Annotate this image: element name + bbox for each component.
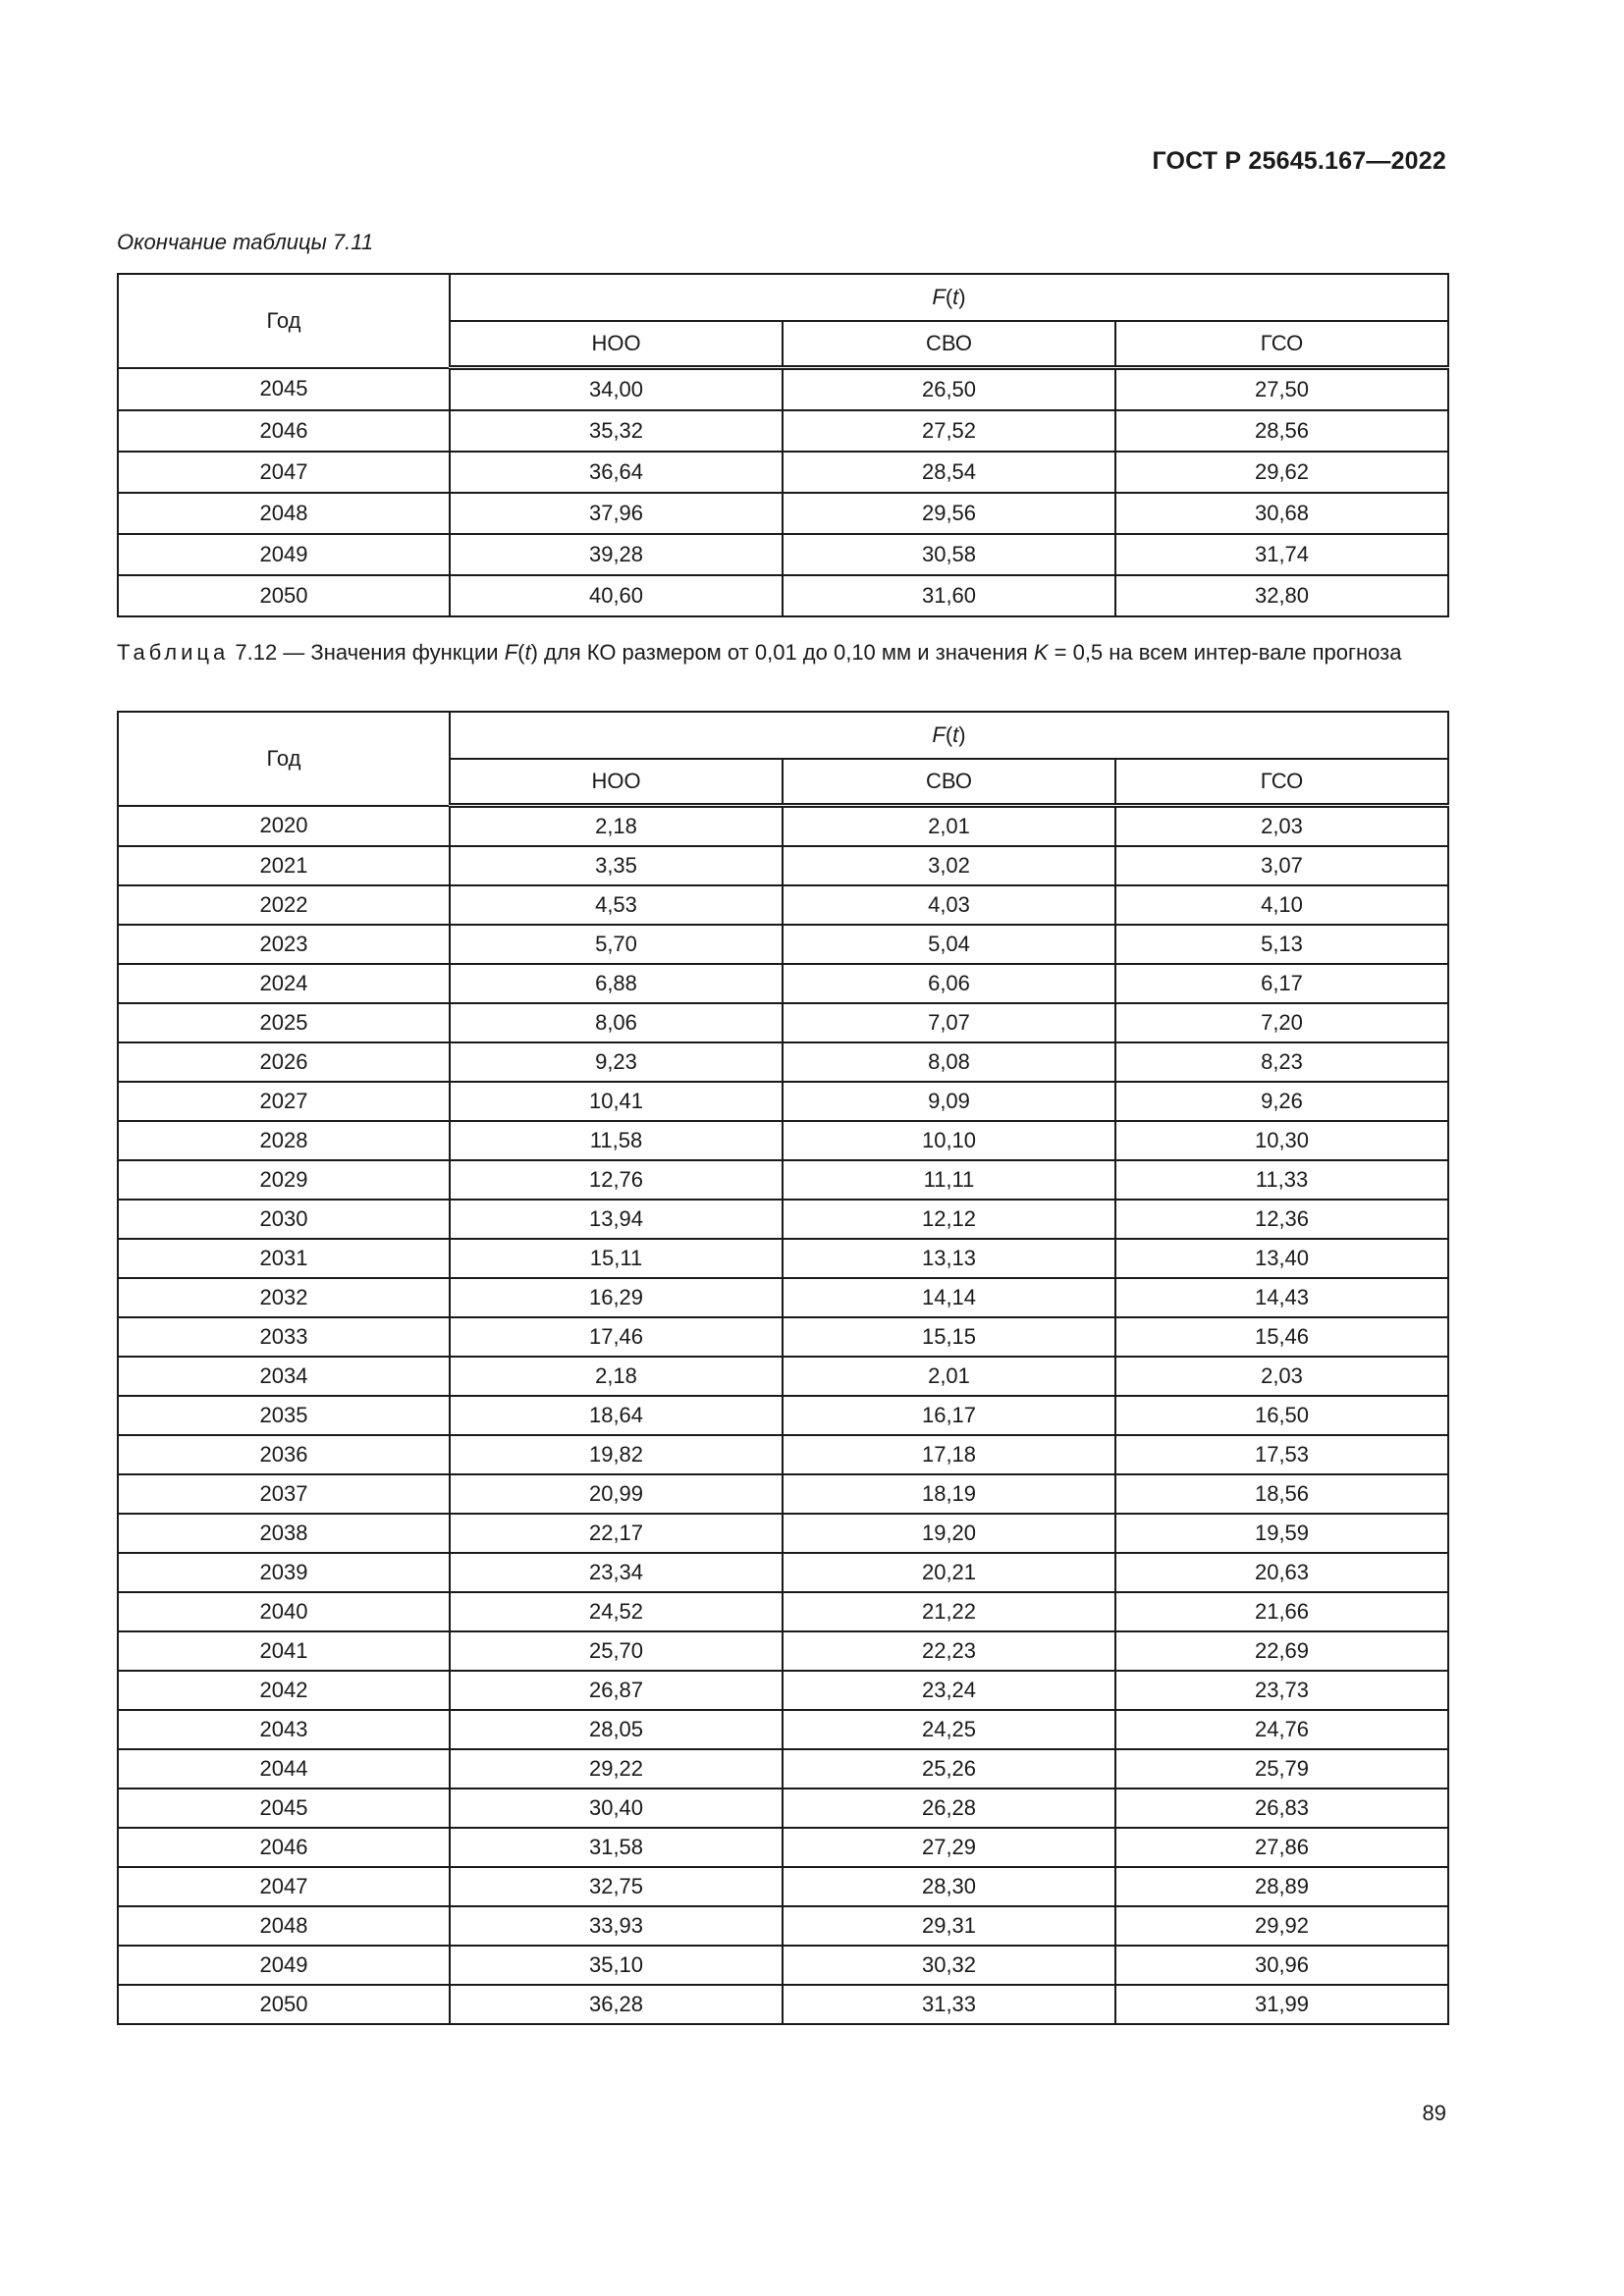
table-row (118, 1042, 1448, 1082)
cell-svo: 28,30 (783, 1867, 1115, 1906)
cell-gso: 27,86 (1115, 1828, 1448, 1867)
cell-gso: 17,53 (1115, 1435, 1448, 1474)
cell-noo: 37,96 (450, 493, 783, 534)
cell-noo: 17,46 (450, 1317, 783, 1357)
cell-year: 2041 (118, 1631, 450, 1671)
document-code: ГОСТ Р 25645.167—2022 (1152, 147, 1446, 175)
cell-year: 2048 (118, 1906, 450, 1946)
column-header-svo: СВО (783, 759, 1115, 806)
cell-year: 2034 (118, 1357, 450, 1396)
cell-gso: 30,96 (1115, 1946, 1448, 1985)
caption-k-symbol: K (1033, 640, 1049, 665)
cell-gso: 31,74 (1115, 534, 1448, 575)
cell-year: 2048 (118, 493, 450, 534)
function-symbol: F (932, 722, 946, 747)
cell-noo: 15,11 (450, 1239, 783, 1278)
cell-year: 2036 (118, 1435, 450, 1474)
table-row (118, 1671, 1448, 1710)
column-group-header: F(t) (450, 274, 1448, 321)
cell-gso: 19,59 (1115, 1514, 1448, 1553)
cell-svo: 26,28 (783, 1789, 1115, 1828)
cell-noo: 11,58 (450, 1121, 783, 1160)
column-header-gso: ГСО (1115, 321, 1448, 368)
table-row (118, 1553, 1448, 1592)
cell-noo: 19,82 (450, 1435, 783, 1474)
cell-noo: 13,94 (450, 1200, 783, 1239)
cell-gso: 31,99 (1115, 1985, 1448, 2024)
caption-text: ) для КО размером от 0,01 до 0,10 мм и значения (530, 640, 1034, 665)
cell-gso: 15,46 (1115, 1317, 1448, 1357)
cell-gso: 8,23 (1115, 1042, 1448, 1082)
cell-year: 2024 (118, 964, 450, 1003)
cell-svo: 4,03 (783, 885, 1115, 925)
cell-year: 2022 (118, 885, 450, 925)
page-number: 89 (1422, 2101, 1446, 2125)
cell-year: 2040 (118, 1592, 450, 1631)
cell-gso: 9,26 (1115, 1082, 1448, 1121)
cell-noo: 6,88 (450, 964, 783, 1003)
cell-svo: 8,08 (783, 1042, 1115, 1082)
cell-year: 2035 (118, 1396, 450, 1435)
cell-svo: 15,15 (783, 1317, 1115, 1357)
cell-gso: 24,76 (1115, 1710, 1448, 1749)
cell-noo: 2,18 (450, 806, 783, 847)
cell-svo: 10,10 (783, 1121, 1115, 1160)
table-row (118, 452, 1448, 493)
cell-gso: 27,50 (1115, 368, 1448, 411)
cell-svo: 20,21 (783, 1553, 1115, 1592)
cell-year: 2050 (118, 575, 450, 616)
cell-noo: 24,52 (450, 1592, 783, 1631)
cell-svo: 16,17 (783, 1396, 1115, 1435)
cell-svo: 29,56 (783, 493, 1115, 534)
cell-svo: 2,01 (783, 1357, 1115, 1396)
cell-noo: 18,64 (450, 1396, 783, 1435)
table-row (118, 1357, 1448, 1396)
cell-svo: 5,04 (783, 925, 1115, 964)
cell-svo: 31,60 (783, 575, 1115, 616)
table-7-11-end (117, 273, 1449, 617)
cell-year: 2029 (118, 1160, 450, 1200)
caption-function-symbol: F (504, 640, 518, 665)
table-row (118, 1003, 1448, 1042)
cell-noo: 22,17 (450, 1514, 783, 1553)
cell-gso: 16,50 (1115, 1396, 1448, 1435)
cell-year: 2044 (118, 1749, 450, 1789)
cell-noo: 36,28 (450, 1985, 783, 2024)
cell-year: 2042 (118, 1671, 450, 1710)
column-header-noo: НОО (450, 321, 783, 368)
cell-noo: 4,53 (450, 885, 783, 925)
cell-gso: 25,79 (1115, 1749, 1448, 1789)
cell-noo: 35,10 (450, 1946, 783, 1985)
cell-svo: 9,09 (783, 1082, 1115, 1121)
cell-year: 2047 (118, 1867, 450, 1906)
cell-year: 2033 (118, 1317, 450, 1357)
cell-svo: 23,24 (783, 1671, 1115, 1710)
table-row (118, 1121, 1448, 1160)
cell-gso: 7,20 (1115, 1003, 1448, 1042)
cell-noo: 16,29 (450, 1278, 783, 1317)
cell-svo: 14,14 (783, 1278, 1115, 1317)
cell-svo: 29,31 (783, 1906, 1115, 1946)
table-body (118, 806, 1448, 2025)
cell-year: 2037 (118, 1474, 450, 1514)
cell-svo: 6,06 (783, 964, 1115, 1003)
cell-gso: 2,03 (1115, 1357, 1448, 1396)
table-row (118, 1239, 1448, 1278)
table-row (118, 1946, 1448, 1985)
cell-gso: 18,56 (1115, 1474, 1448, 1514)
cell-noo: 5,70 (450, 925, 783, 964)
cell-gso: 30,68 (1115, 493, 1448, 534)
function-argument: t (952, 722, 959, 747)
cell-gso: 13,40 (1115, 1239, 1448, 1278)
cell-gso: 23,73 (1115, 1671, 1448, 1710)
cell-year: 2032 (118, 1278, 450, 1317)
cell-svo: 19,20 (783, 1514, 1115, 1553)
table-row (118, 1082, 1448, 1121)
cell-gso: 32,80 (1115, 575, 1448, 616)
caption-paren-open: ( (517, 640, 525, 665)
table-body (118, 368, 1448, 617)
cell-gso: 29,92 (1115, 1906, 1448, 1946)
table-7-12 (117, 711, 1449, 2025)
cell-svo: 26,50 (783, 368, 1115, 411)
cell-year: 2025 (118, 1003, 450, 1042)
cell-year: 2046 (118, 410, 450, 452)
cell-svo: 13,13 (783, 1239, 1115, 1278)
cell-year: 2026 (118, 1042, 450, 1082)
cell-noo: 34,00 (450, 368, 783, 411)
cell-svo: 24,25 (783, 1710, 1115, 1749)
table-row (118, 1396, 1448, 1435)
cell-noo: 10,41 (450, 1082, 783, 1121)
cell-noo: 2,18 (450, 1357, 783, 1396)
cell-gso: 29,62 (1115, 452, 1448, 493)
cell-noo: 32,75 (450, 1867, 783, 1906)
cell-noo: 8,06 (450, 1003, 783, 1042)
cell-svo: 27,52 (783, 410, 1115, 452)
cell-noo: 23,34 (450, 1553, 783, 1592)
table-row (118, 885, 1448, 925)
cell-svo: 27,29 (783, 1828, 1115, 1867)
table-row (118, 964, 1448, 1003)
cell-gso: 11,33 (1115, 1160, 1448, 1200)
table-row (118, 1278, 1448, 1317)
cell-noo: 20,99 (450, 1474, 783, 1514)
cell-gso: 28,89 (1115, 1867, 1448, 1906)
table-row (118, 1200, 1448, 1239)
cell-year: 2046 (118, 1828, 450, 1867)
cell-gso: 22,69 (1115, 1631, 1448, 1671)
table-row (118, 1710, 1448, 1749)
cell-svo: 28,54 (783, 452, 1115, 493)
cell-svo: 30,58 (783, 534, 1115, 575)
cell-svo: 21,22 (783, 1592, 1115, 1631)
cell-svo: 2,01 (783, 806, 1115, 847)
table-continuation-label: Окончание таблицы 7.11 (117, 230, 374, 254)
table-row (118, 534, 1448, 575)
caption-label: Таблица (117, 640, 230, 665)
function-argument: t (952, 285, 959, 309)
table-row (118, 1514, 1448, 1553)
column-header-year: Год (118, 712, 450, 806)
cell-gso: 28,56 (1115, 410, 1448, 452)
cell-gso: 3,07 (1115, 846, 1448, 885)
cell-gso: 20,63 (1115, 1553, 1448, 1592)
cell-gso: 26,83 (1115, 1789, 1448, 1828)
cell-year: 2045 (118, 1789, 450, 1828)
cell-noo: 35,32 (450, 410, 783, 452)
cell-svo: 22,23 (783, 1631, 1115, 1671)
caption-function-argument: t (524, 640, 531, 665)
cell-noo: 3,35 (450, 846, 783, 885)
table-row (118, 1828, 1448, 1867)
cell-year: 2043 (118, 1710, 450, 1749)
column-header-gso: ГСО (1115, 759, 1448, 806)
cell-svo: 7,07 (783, 1003, 1115, 1042)
caption-text: 7.12 — Значения функции (229, 640, 505, 665)
table-row (118, 1474, 1448, 1514)
table-row (118, 806, 1448, 847)
cell-noo: 33,93 (450, 1906, 783, 1946)
cell-svo: 25,26 (783, 1749, 1115, 1789)
cell-noo: 28,05 (450, 1710, 783, 1749)
table-row (118, 575, 1448, 616)
cell-year: 2030 (118, 1200, 450, 1239)
table-row (118, 368, 1448, 411)
table-row (118, 493, 1448, 534)
column-group-header: F(t) (450, 712, 1448, 759)
cell-noo: 29,22 (450, 1749, 783, 1789)
cell-svo: 18,19 (783, 1474, 1115, 1514)
cell-noo: 25,70 (450, 1631, 783, 1671)
cell-noo: 40,60 (450, 575, 783, 616)
cell-noo: 36,64 (450, 452, 783, 493)
column-header-svo: СВО (783, 321, 1115, 368)
function-symbol: F (932, 285, 946, 309)
table-row (118, 1867, 1448, 1906)
cell-noo: 12,76 (450, 1160, 783, 1200)
table-row (118, 1906, 1448, 1946)
table-row (118, 1631, 1448, 1671)
table-row (118, 1435, 1448, 1474)
caption-text: = 0,5 на всем интер-вале прогноза (1048, 640, 1402, 665)
cell-year: 2027 (118, 1082, 450, 1121)
cell-noo: 31,58 (450, 1828, 783, 1867)
column-header-year: Год (118, 274, 450, 368)
cell-noo: 39,28 (450, 534, 783, 575)
table-row (118, 1592, 1448, 1631)
cell-gso: 4,10 (1115, 885, 1448, 925)
cell-year: 2049 (118, 534, 450, 575)
cell-year: 2049 (118, 1946, 450, 1985)
cell-gso: 21,66 (1115, 1592, 1448, 1631)
table-row (118, 1749, 1448, 1789)
cell-year: 2047 (118, 452, 450, 493)
cell-svo: 11,11 (783, 1160, 1115, 1200)
table-row (118, 1317, 1448, 1357)
cell-year: 2045 (118, 368, 450, 411)
cell-svo: 12,12 (783, 1200, 1115, 1239)
table-row (118, 410, 1448, 452)
cell-gso: 14,43 (1115, 1278, 1448, 1317)
cell-noo: 30,40 (450, 1789, 783, 1828)
cell-gso: 10,30 (1115, 1121, 1448, 1160)
cell-gso: 12,36 (1115, 1200, 1448, 1239)
cell-year: 2021 (118, 846, 450, 885)
cell-svo: 3,02 (783, 846, 1115, 885)
cell-gso: 5,13 (1115, 925, 1448, 964)
cell-gso: 6,17 (1115, 964, 1448, 1003)
table-row (118, 1985, 1448, 2024)
table-caption (117, 636, 1448, 668)
cell-year: 2050 (118, 1985, 450, 2024)
cell-year: 2023 (118, 925, 450, 964)
cell-svo: 31,33 (783, 1985, 1115, 2024)
cell-year: 2028 (118, 1121, 450, 1160)
cell-gso: 2,03 (1115, 806, 1448, 847)
cell-year: 2020 (118, 806, 450, 847)
cell-noo: 26,87 (450, 1671, 783, 1710)
table-row (118, 1160, 1448, 1200)
cell-svo: 30,32 (783, 1946, 1115, 1985)
cell-year: 2039 (118, 1553, 450, 1592)
table-row (118, 846, 1448, 885)
cell-year: 2031 (118, 1239, 450, 1278)
cell-svo: 17,18 (783, 1435, 1115, 1474)
cell-noo: 9,23 (450, 1042, 783, 1082)
table-row (118, 1789, 1448, 1828)
column-header-noo: НОО (450, 759, 783, 806)
table-row (118, 925, 1448, 964)
cell-year: 2038 (118, 1514, 450, 1553)
